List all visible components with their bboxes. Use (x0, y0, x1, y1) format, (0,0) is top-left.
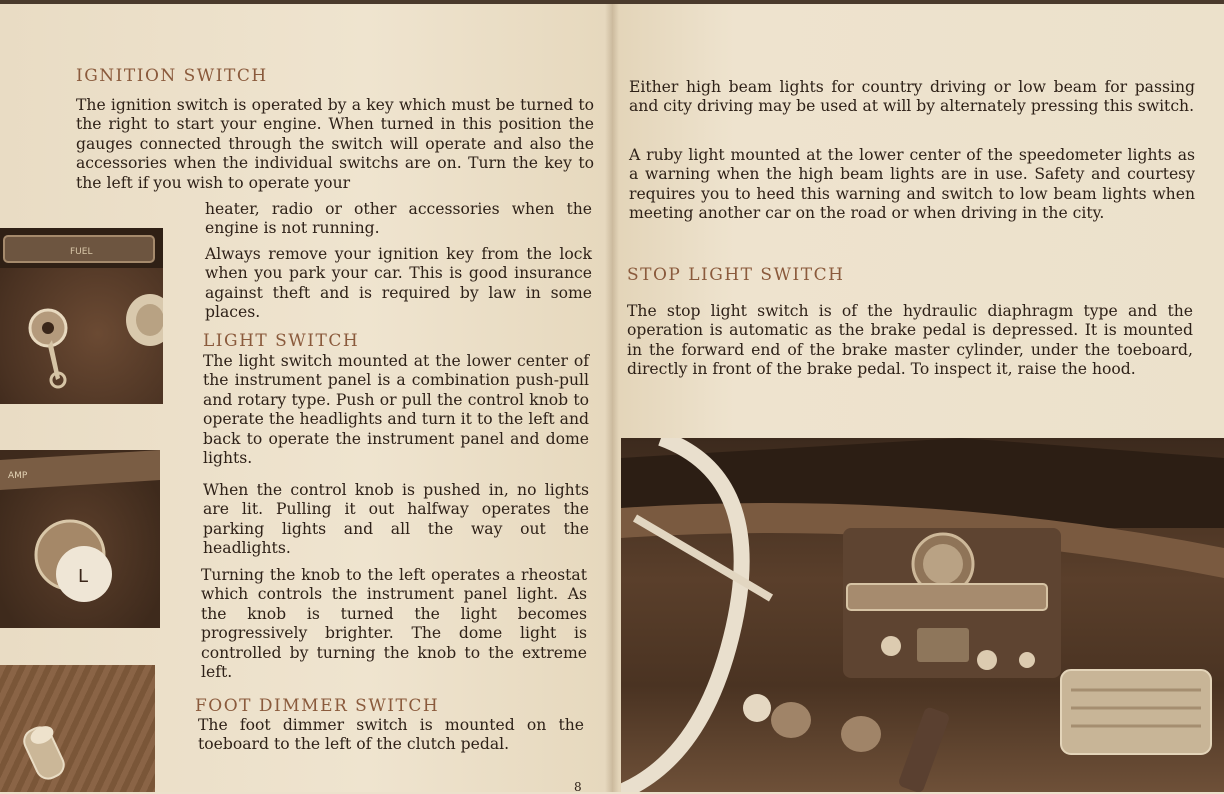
foot-dimmer-photo (0, 665, 155, 792)
ignition-para1-full: The ignition switch is operated by a key which must be turned to the right to start your engine. When turned in this position the gauges connected through the switch will operate and also the accessories when the individual switchs are on. Turn the key to the left if you wish to operate your (76, 96, 594, 192)
light-switch-para2: When the control knob is pushed in, no lights are lit. Pulling it out halfway operates the parking lights and all the way out the headlights. (203, 481, 589, 558)
light-switch-para1: The light switch mounted at the lower center of the instrument panel is a combination push-pull and rotary type. Push or pull the control knob to operate the headlights and turn it to the left and back to operate the instrument panel and dome lights. (203, 352, 589, 468)
light-switch-photo (0, 450, 160, 628)
radio-icon (917, 628, 969, 662)
heater-unit-icon (1061, 670, 1211, 754)
ignition-switch-photo (0, 228, 163, 404)
dashboard-photo (621, 438, 1224, 792)
light-switch-para3: Turning the knob to the left operates a rheostat which controls the instrument panel light. As the knob is turned the light becomes progressively brighter. The dome light is controlled by turning the knob to the extreme left. (201, 566, 587, 682)
ignition-switch-heading: IGNITION SWITCH (76, 66, 268, 86)
foot-dimmer-illustration (0, 665, 155, 792)
fuel-gauge-label: FUEL (70, 247, 93, 257)
clutch-pedal-icon (771, 702, 811, 738)
ignition-para2: Always remove your ignition key from the lock when you park your car. This is good insurance against theft and is required by law in some places. (205, 245, 592, 322)
stop-light-heading: STOP LIGHT SWITCH (627, 265, 845, 285)
knob-letter-label: L (78, 566, 89, 587)
stop-light-para1: The stop light switch is of the hydraulic diaphragm type and the operation is automatic as the brake pedal is depressed. It is mounted in the forward end of the brake master cylinder, under the toeboard, directly in front of the brake pedal. To inspect it, raise the hood. (627, 302, 1193, 379)
book-top-edge (0, 0, 1224, 4)
beam-para2: A ruby light mounted at the lower center of the speedometer lights as a warning when the high beam lights are in use. Safety and courtesy requires you to heed this warning and switch to low beam lights when meeting another car on the road or when driving in the city. (629, 146, 1195, 223)
dashboard-illustration (621, 438, 1224, 792)
foot-dimmer-para1: The foot dimmer switch is mounted on the toeboard to the left of the clutch pedal. (198, 716, 584, 754)
light-switch-illustration (0, 450, 160, 628)
accelerator-pedal-icon (897, 706, 950, 792)
beam-para1: Either high beam lights for country driving or low beam for passing and city driving may be used at will by alternately pressing this switch. (629, 78, 1195, 116)
ignition-para1-narrow: heater, radio or other accessories when the engine is not running. (205, 200, 592, 238)
brake-pedal-icon (841, 716, 881, 752)
amp-gauge-label: AMP (8, 471, 28, 481)
page-number: 8 (574, 780, 582, 794)
foot-dimmer-heading: FOOT DIMMER SWITCH (195, 696, 440, 716)
ignition-switch-illustration (0, 228, 163, 404)
page-gutter (605, 0, 619, 792)
instrument-cluster (847, 584, 1047, 610)
light-switch-heading: LIGHT SWITCH (203, 331, 360, 351)
dimmer-button-icon (743, 694, 771, 722)
